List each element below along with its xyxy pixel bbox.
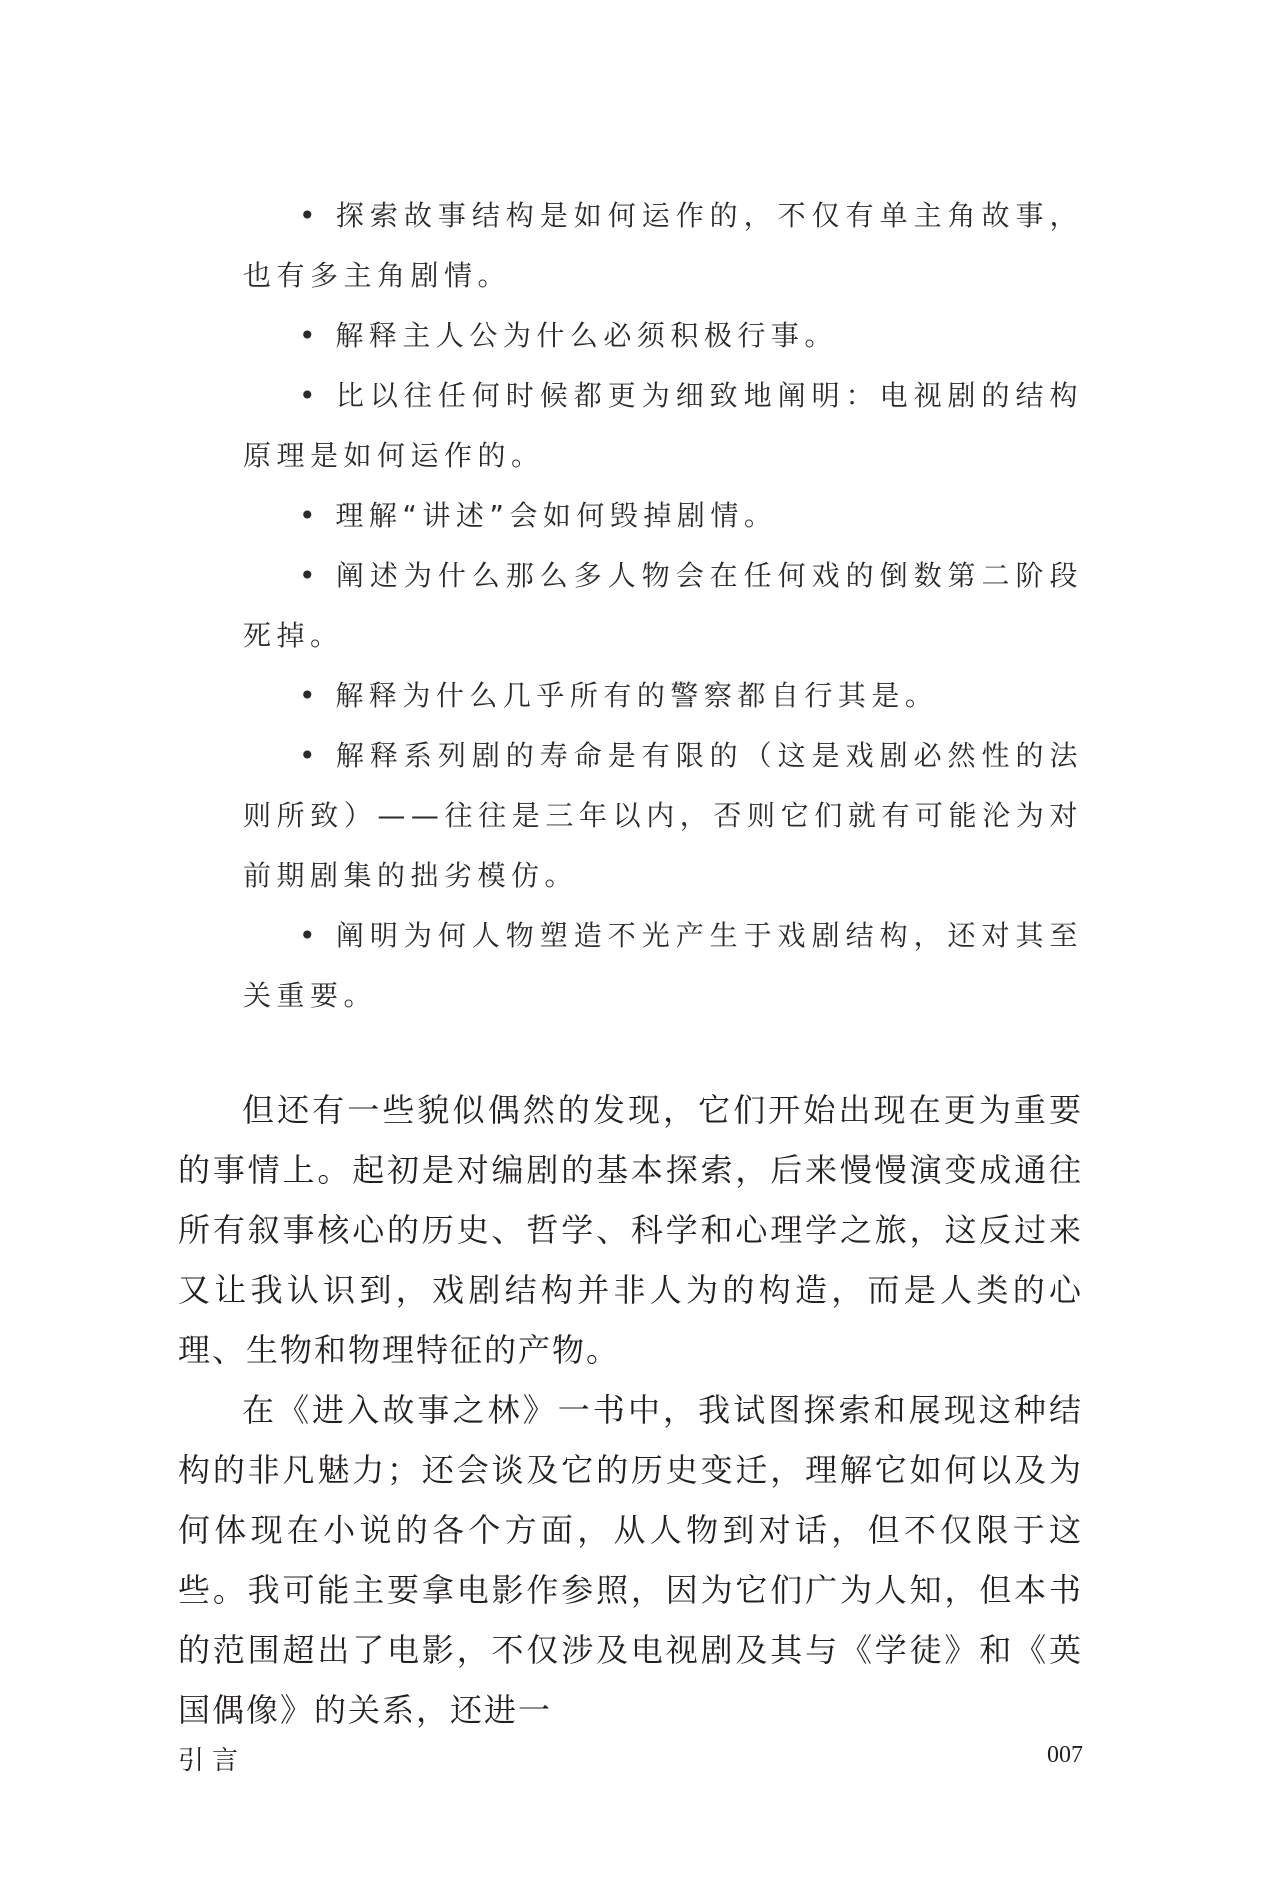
- bullet-item: • 解释主人公为什么必须积极行事。: [299, 319, 838, 352]
- page-number: 007: [1047, 1742, 1083, 1768]
- bullet-list: [243, 186, 1083, 1026]
- bullet-item: • 阐明为何人物塑造不光产生于戏剧结构，还对其至关重要。: [243, 919, 1083, 1012]
- bullet-item: • 探索故事结构是如何运作的，不仅有单主角故事，也有多主角剧情。: [243, 199, 1083, 292]
- body-text: [178, 1080, 1083, 1740]
- bullet-item: • 解释系列剧的寿命是有限的（这是戏剧必然性的法则所致）——往往是三年以内，否则它们就有可能沦为对前期剧集的拙劣模仿。: [243, 739, 1083, 892]
- bullet-item: • 理解“讲述”会如何毁掉剧情。: [299, 499, 778, 532]
- bullet-item: • 阐述为什么那么多人物会在任何戏的倒数第二阶段死掉。: [243, 559, 1083, 652]
- paragraph: 但还有一些貌似偶然的发现，它们开始出现在更为重要的事情上。起初是对编剧的基本探索，后来慢慢演变成通往所有叙事核心的历史、哲学、科学和心理学之旅，这反过来又让我认识到，戏剧结构并非人为的构造，而是人类的心理、生物和物理特征的产物。: [178, 1091, 1083, 1369]
- paragraph: 在《进入故事之林》一书中，我试图探索和展现这种结构的非凡魅力；还会谈及它的历史变迁，理解它如何以及为何体现在小说的各个方面，从人物到对话，但不仅限于这些。我可能主要拿电影作参照，因为它们广为人知，但本书的范围超出了电影，不仅涉及电视剧及其与《学徒》和《英国偶像》的关系，还进一: [178, 1391, 1083, 1729]
- bullet-item: • 解释为什么几乎所有的警察都自行其是。: [299, 679, 939, 712]
- footer-section-title: 引言: [178, 1746, 247, 1776]
- bullet-item: • 比以往任何时候都更为细致地阐明：电视剧的结构原理是如何运作的。: [243, 379, 1083, 472]
